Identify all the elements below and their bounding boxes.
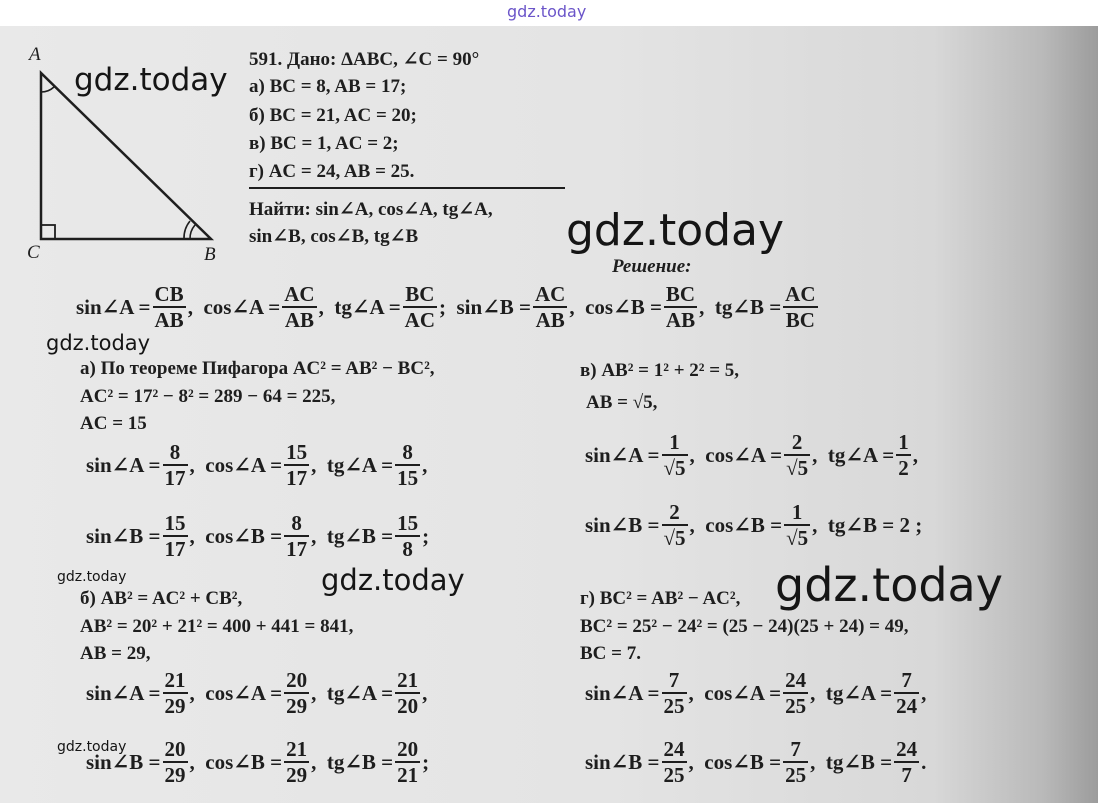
find-line-1: Найти: sin∠A, cos∠A, tg∠A, [249,199,493,220]
numerator: AC [785,282,816,306]
part-g-angle-a-values [585,668,926,718]
numerator: 8 [163,440,188,466]
denominator: √5 [786,526,809,550]
fraction [662,430,688,480]
fraction [784,430,810,480]
fraction [395,511,420,561]
divider-line [249,187,565,189]
formula-text: , cos∠B = [569,295,662,319]
part-a-line-1: а) По теореме Пифагора AC² = AB² − BC², [80,358,435,379]
part-b-line-3: AB = 29, [80,643,151,664]
formula-text: sin∠A = [86,453,161,477]
part-v-line-1: в) AB² = 1² + 2² = 5, [580,360,740,381]
watermark: gdz.today [321,563,465,597]
part-g-angle-b-values [585,737,926,787]
numerator: 24 [785,668,807,692]
find-line-2: sin∠B, cos∠B, tg∠B [249,226,419,247]
watermark-top[interactable]: gdz.today [507,2,587,21]
denominator: 17 [164,466,186,490]
formula-text: , tg∠A = [812,443,895,467]
formula-text: , [422,452,428,477]
part-a-angle-a-values [86,440,427,490]
numerator: 15 [397,511,419,535]
numerator: 21 [164,668,186,692]
denominator: AB [535,308,565,332]
denominator: AB [665,308,696,332]
fraction [153,282,186,332]
denominator: 24 [896,694,918,718]
part-b-line-1: б) AB² = AC² + CB², [80,588,243,609]
numerator: 20 [164,737,186,761]
numerator: 24 [663,737,685,761]
part-v-line-2: AB = √5, [586,392,658,413]
fraction [664,282,697,332]
part-g-line-1: г) BC² = AB² − AC², [580,588,741,609]
numerator: 20 [397,737,419,761]
given-v: в) BC = 1, AC = 2; [249,133,399,154]
denominator: AC [404,308,436,332]
numerator: 8 [395,440,420,466]
part-b-line-2: AB² = 20² + 21² = 400 + 441 = 841, [80,616,354,637]
denominator: 29 [286,763,308,787]
formula-text: , tg∠B = [810,750,893,774]
formula-text: . [921,749,927,774]
numerator: 15 [164,511,186,535]
fraction [163,440,188,490]
part-g-line-2: BC² = 25² − 24² = (25 − 24)(25 + 24) = 49, [580,616,909,637]
watermark: gdz.today [566,205,785,256]
denominator: 2 [898,456,909,480]
numerator: BC [403,282,437,308]
fraction [533,282,567,332]
denominator: AB [284,308,315,332]
vertex-b-label: B [204,244,216,265]
numerator: 2 [662,500,688,526]
numerator: 7 [894,668,919,694]
formula-text: ; sin∠B = [439,295,532,319]
fraction [783,737,808,787]
watermark: gdz.today [57,739,127,755]
fraction [784,500,810,550]
formula-text: , [921,680,927,705]
formula-text: ; [422,749,430,774]
part-a-line-3: AC = 15 [80,413,147,434]
formula-text: , cos∠B = [688,750,782,774]
denominator: 29 [286,694,308,718]
formula-text: , tg∠B = 2 ; [812,513,923,537]
fraction [284,737,309,787]
numerator: 7 [662,668,687,694]
denominator: 25 [785,763,807,787]
denominator: 17 [164,537,186,561]
fraction [403,282,437,332]
numerator: BC [665,282,696,306]
formula-text: sin∠A = [86,681,161,705]
denominator: AB [154,308,184,332]
fraction [395,668,420,718]
fraction [662,668,687,718]
fraction [894,668,919,718]
given-b: б) BC = 21, AC = 20; [249,105,417,126]
denominator: 17 [286,537,308,561]
formula-text: , [422,680,428,705]
numerator: 2 [784,430,810,456]
part-v-angle-a-values [585,430,918,480]
numerator: 21 [286,737,308,761]
vertex-a-label: A [29,44,41,65]
formula-text: , cos∠A = [688,681,782,705]
given-g: г) AC = 24, AB = 25. [249,161,415,182]
fraction [662,500,688,550]
denominator: √5 [663,456,686,480]
watermark: gdz.today [46,331,151,355]
denominator: √5 [786,456,809,480]
fraction [282,282,316,332]
formula-text: , tg∠A = [311,453,394,477]
formula-text: sin∠B = [585,750,660,774]
formula-text: sin∠A = [585,443,660,467]
trig-definitions [76,282,820,332]
numerator: AC [284,282,315,306]
numerator: 24 [896,737,918,761]
fraction [894,737,919,787]
denominator: 7 [901,763,912,787]
denominator: 15 [397,466,419,490]
numerator: CB [154,282,184,306]
watermark: gdz.today [57,569,127,585]
formula-text: , cos∠B = [189,750,283,774]
solution-title: Решение: [612,256,692,277]
fraction [896,430,911,480]
denominator: 8 [402,537,413,561]
denominator: √5 [663,526,686,550]
formula-text: , cos∠A = [189,453,283,477]
formula-text: , tg∠B = [699,295,782,319]
formula-text: , cos∠A = [187,295,281,319]
denominator: 17 [286,466,308,490]
denominator: 25 [663,694,685,718]
fraction [163,511,188,561]
vertex-c-label: C [27,242,40,263]
formula-text: , tg∠A = [318,295,401,319]
formula-text: sin∠A = [585,681,660,705]
denominator: 25 [663,763,685,787]
formula-text: , cos∠A = [689,443,783,467]
denominator: 21 [397,763,419,787]
watermark: gdz.today [74,62,228,98]
fraction [163,668,188,718]
numerator: 21 [397,668,419,692]
formula-text: sin∠B = [86,750,161,774]
formula-text: sin∠B = [585,513,660,537]
fraction [395,737,420,787]
problem-header: 591. Дано: ΔABC, ∠C = 90° [249,49,480,70]
numerator: 15 [286,440,308,464]
denominator: 20 [397,694,419,718]
numerator: 1 [662,430,688,456]
part-b-angle-b-values [86,737,429,787]
formula-text: , [912,442,918,467]
denominator: BC [785,308,815,332]
formula-text: ; [422,523,430,548]
numerator: 1 [784,500,810,526]
formula-text: , cos∠B = [189,524,283,548]
numerator: 20 [286,668,308,692]
part-v-angle-b-values [585,500,922,550]
formula-text: , tg∠B = [311,750,394,774]
denominator: 25 [785,694,807,718]
denominator: 29 [164,763,186,787]
formula-text: , tg∠A = [311,681,394,705]
numerator: 1 [898,430,909,454]
part-a-line-2: AC² = 17² − 8² = 289 − 64 = 225, [80,386,336,407]
watermark: gdz.today [775,558,1003,612]
numerator: 8 [284,511,309,537]
numerator: AC [535,282,566,306]
formula-text: sin∠A = [76,295,151,319]
fraction [284,668,309,718]
fraction [783,668,808,718]
formula-text: , tg∠B = [311,524,394,548]
part-b-angle-a-values [86,668,427,718]
fraction [395,440,420,490]
fraction [284,440,309,490]
formula-text: sin∠B = [86,524,161,548]
part-g-line-3: BC = 7. [580,643,641,664]
formula-text: , cos∠B = [689,513,783,537]
formula-text: , tg∠A = [810,681,893,705]
numerator: 7 [783,737,808,763]
fraction [783,282,817,332]
given-a: а) BC = 8, AB = 17; [249,76,407,97]
part-a-angle-b-values [86,511,429,561]
formula-text: , cos∠A = [189,681,283,705]
fraction [284,511,309,561]
fraction [163,737,188,787]
fraction [662,737,687,787]
denominator: 29 [164,694,186,718]
